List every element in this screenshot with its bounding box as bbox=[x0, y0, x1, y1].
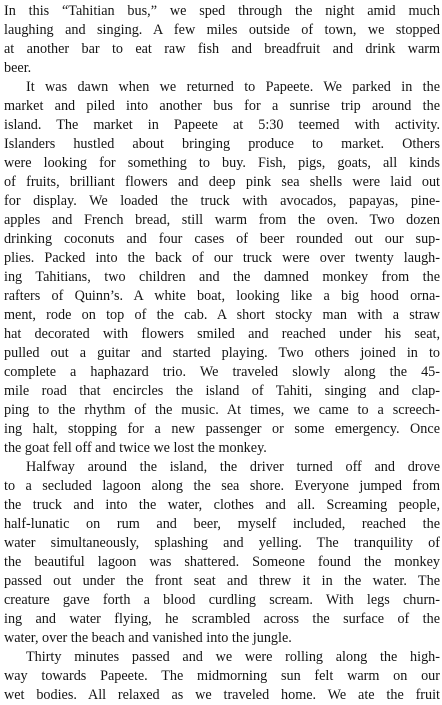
text-line: Islanders hustled about bringing produce to market. Others bbox=[4, 136, 440, 152]
text-line: apples and French bread, still warm from the oven. Two dozen bbox=[4, 212, 440, 228]
text-line: ping to the rhythm of the music. At times, we came to a screech- bbox=[4, 402, 440, 418]
paragraph-4 bbox=[4, 648, 440, 705]
text-line: beer. bbox=[4, 60, 32, 76]
text-line: for display. We loaded the truck with avocados, papayas, pine- bbox=[4, 193, 440, 209]
book-page bbox=[4, 2, 440, 705]
text-line: the goat fell off and twice we lost the monkey. bbox=[4, 440, 267, 456]
text-line: passed out under the front seat and threw it in the water. The bbox=[4, 573, 440, 589]
text-line: water, over the beach and vanished into the jungle. bbox=[4, 630, 292, 646]
text-line: ing halt, stopping for a new passenger or some emergency. Once bbox=[4, 421, 440, 437]
text-line: plies. Packed into the back of our truck were over twenty laugh- bbox=[4, 250, 440, 266]
text-line: ment, rode on top of the cab. A short stocky man with a straw bbox=[4, 307, 440, 323]
text-line: half-lunatic on rum and beer, myself included, reached the bbox=[4, 516, 440, 532]
text-line: were looking for something to buy. Fish, pigs, goats, all kinds bbox=[4, 155, 440, 171]
text-line: Thirty minutes passed and we were rolling along the high- bbox=[26, 649, 440, 665]
text-line: complete a haphazard trio. We traveled slowly along the 45- bbox=[4, 364, 440, 380]
text-line: at another bar to eat raw fish and breadfruit and drink warm bbox=[4, 41, 440, 57]
text-line: creature gave forth a blood curdling scream. With legs churn- bbox=[4, 592, 440, 608]
text-line: drinking coconuts and four cases of beer rounded out our sup- bbox=[4, 231, 440, 247]
text-line: ing and water flying, he scrambled across the surface of the bbox=[4, 611, 440, 627]
text-line: pulled out a guitar and started playing. Two others joined in to bbox=[4, 345, 440, 361]
text-line: rafters of Quinn’s. A white boat, looking like a big hood orna- bbox=[4, 288, 440, 304]
paragraph-2 bbox=[4, 78, 440, 458]
text-line: laughing and singing. A few miles outside of town, we stopped bbox=[4, 22, 440, 38]
text-line: the truck and into the water, clothes and all. Screaming people, bbox=[4, 497, 440, 513]
text-line: hat decorated with flowers smiled and reached under his seat, bbox=[4, 326, 440, 342]
text-line: mile road that encircles the island of Tahiti, singing and clap- bbox=[4, 383, 440, 399]
text-line: market and piled into another bus for a sunrise trip around the bbox=[4, 98, 440, 114]
text-line: In this “Tahitian bus,” we sped through the night amid much bbox=[4, 3, 440, 19]
text-line: wet bodies. All relaxed as we traveled home. We ate the fruit bbox=[4, 687, 440, 703]
text-line: of fruits, brilliant flowers and deep pink sea shells were laid out bbox=[4, 174, 440, 190]
text-line: It was dawn when we returned to Papeete. We parked in the bbox=[26, 79, 440, 95]
text-line: to a secluded lagoon along the sea shore. Everyone jumped from bbox=[4, 478, 440, 494]
text-line: island. The market in Papeete at 5:30 teemed with activity. bbox=[4, 117, 440, 133]
text-line: water simultaneously, splashing and yelling. The tranquility of bbox=[4, 535, 440, 551]
text-line: way towards Papeete. The midmorning sun felt warm on our bbox=[4, 668, 440, 684]
paragraph-3 bbox=[4, 458, 440, 648]
text-line: the beautiful lagoon was shattered. Someone found the monkey bbox=[4, 554, 440, 570]
text-line: Halfway around the island, the driver turned off and drove bbox=[26, 459, 440, 475]
text-line: ing Tahitians, two children and the damned monkey from the bbox=[4, 269, 440, 285]
paragraph-1 bbox=[4, 2, 440, 78]
